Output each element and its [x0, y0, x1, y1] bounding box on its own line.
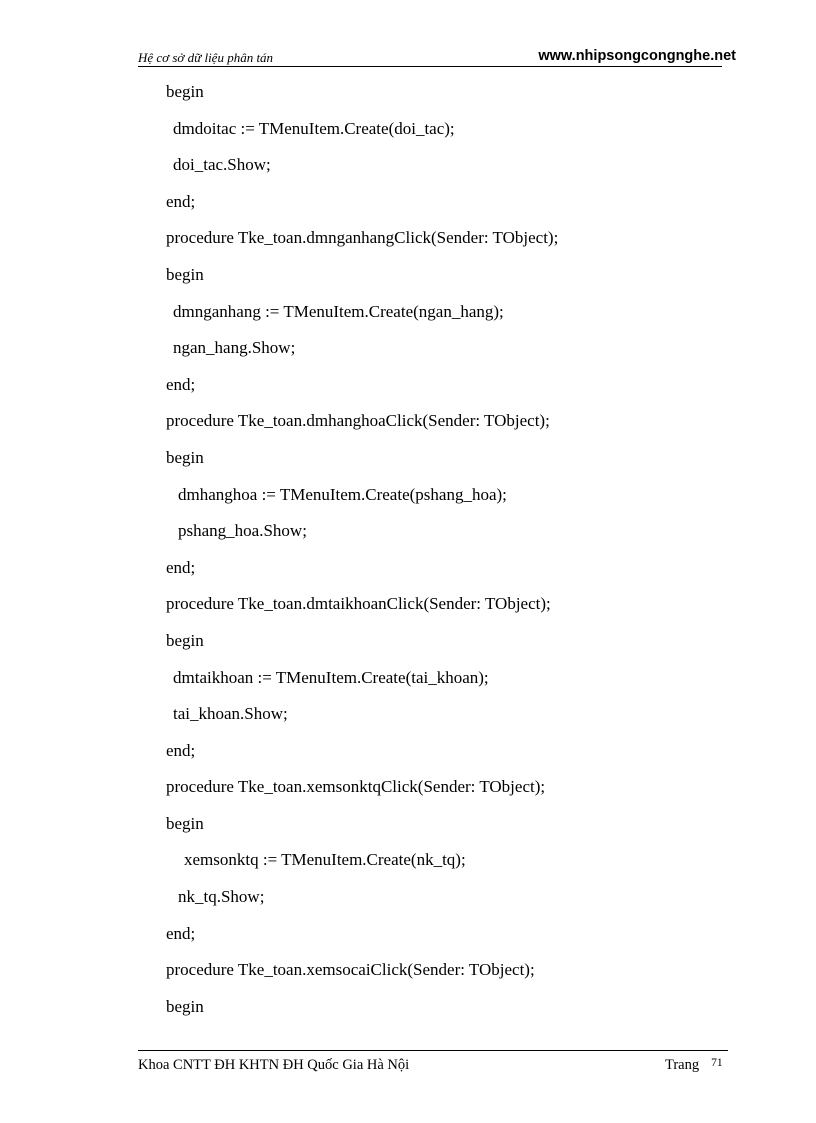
code-line: nk_tq.Show;	[178, 887, 265, 907]
code-line: procedure Tke_toan.xemsocaiClick(Sender: TObject);	[166, 960, 535, 980]
code-line: xemsonktq := TMenuItem.Create(nk_tq);	[184, 850, 466, 870]
code-line: ngan_hang.Show;	[173, 338, 296, 358]
page-label: Trang	[665, 1057, 700, 1073]
header-divider	[138, 66, 722, 67]
code-line: dmnganhang := TMenuItem.Create(ngan_hang);	[173, 301, 504, 321]
code-line: end;	[166, 923, 196, 943]
code-line: begin	[166, 630, 204, 650]
footer-divider	[138, 1050, 728, 1051]
code-line: doi_tac.Show;	[173, 155, 271, 175]
page-number: 71	[711, 1057, 723, 1069]
faculty-name: Khoa CNTT ĐH KHTN ĐH Quốc Gia Hà Nội	[138, 1057, 410, 1073]
code-line: procedure Tke_toan.dmnganhangClick(Sender: TObject);	[166, 228, 559, 248]
code-line: end;	[166, 374, 196, 394]
code-line: begin	[166, 264, 204, 284]
page-header	[138, 46, 736, 66]
code-line: pshang_hoa.Show;	[178, 521, 307, 541]
code-line: dmtaikhoan := TMenuItem.Create(tai_khoan);	[173, 667, 489, 687]
page-indicator	[665, 1056, 723, 1075]
code-line: end;	[166, 557, 196, 577]
code-line: procedure Tke_toan.xemsonktqClick(Sender: TObject);	[166, 777, 546, 797]
document-title: Hệ cơ sở dữ liệu phân tán	[138, 50, 274, 65]
code-line: dmdoitac := TMenuItem.Create(doi_tac);	[173, 118, 455, 138]
code-line: begin	[166, 813, 204, 833]
code-line: dmhanghoa := TMenuItem.Create(pshang_hoa);	[178, 484, 507, 504]
code-line: begin	[166, 82, 204, 101]
website-url: www.nhipsongcongnghe.net	[538, 48, 736, 64]
code-line: begin	[166, 447, 204, 467]
code-listing	[166, 74, 726, 1025]
code-line: procedure Tke_toan.dmtaikhoanClick(Sender: TObject);	[166, 594, 551, 614]
code-line: begin	[166, 996, 204, 1016]
code-line: end;	[166, 191, 196, 211]
code-line: tai_khoan.Show;	[173, 704, 288, 724]
code-line: procedure Tke_toan.dmhanghoaClick(Sender: TObject);	[166, 411, 550, 431]
code-line: end;	[166, 740, 196, 760]
page-footer	[138, 1056, 738, 1076]
